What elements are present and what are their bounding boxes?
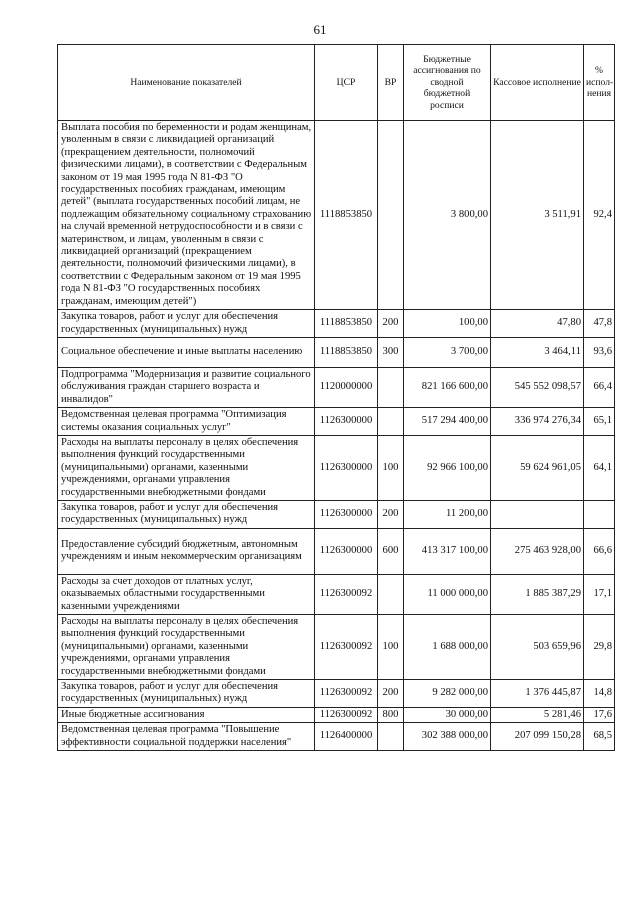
row-budget: 3 800,00 (404, 121, 491, 310)
row-pct: 64,1 (584, 435, 615, 500)
row-vr (378, 121, 404, 310)
table-row (58, 707, 615, 722)
row-budget: 3 700,00 (404, 337, 491, 367)
header-budget: Бюджетные ассигнования по сводной бюджетной росписи (404, 45, 491, 121)
row-vr (378, 367, 404, 407)
row-cash: 47,80 (491, 310, 584, 338)
header-row (58, 45, 615, 121)
row-csr: 1126300092 (315, 680, 378, 708)
row-vr: 200 (378, 680, 404, 708)
row-budget: 30 000,00 (404, 707, 491, 722)
row-cash: 3 511,91 (491, 121, 584, 310)
header-cash: Кассовое исполнение (491, 45, 584, 121)
row-budget: 821 166 600,00 (404, 367, 491, 407)
row-name: Закупка товаров, работ и услуг для обеспечения государственных (муниципальных) нужд (58, 310, 315, 338)
row-csr: 1126300092 (315, 707, 378, 722)
table-row (58, 615, 615, 680)
row-pct: 92,4 (584, 121, 615, 310)
row-cash: 503 659,96 (491, 615, 584, 680)
row-name: Социальное обеспечение и иные выплаты населению (58, 337, 315, 367)
row-cash: 59 624 961,05 (491, 435, 584, 500)
row-csr: 1126300000 (315, 528, 378, 574)
row-name: Выплата пособия по беременности и родам женщинам, уволенным в связи с ликвидацией организаций (прекращением деятельности, полномочий физическими лицами), в соответствии с Федеральным законом от 19 мая 1995 года N 81-ФЗ "О государственных пособиях гражданам, имеющим детей" (выплата государственных пособий лицам, не подлежащим обязательному социальному страхованию на случай временной нетрудоспособности и в связи с материнством, и лицам, уволенным в связи с ликвидацией организаций (прекращением деятельности, полномочий физическими лицами), в соответствии с Федеральным законом от 19 мая 1995 года N 81-ФЗ "О государственных пособиях гражданам, имеющим детей") (58, 121, 315, 310)
row-name: Подпрограмма "Модернизация и развитие социального обслуживания граждан старшего возраста и инвалидов" (58, 367, 315, 407)
row-cash: 1 376 445,87 (491, 680, 584, 708)
table-row (58, 310, 615, 338)
table-row (58, 367, 615, 407)
row-vr: 200 (378, 310, 404, 338)
row-vr (378, 723, 404, 751)
row-csr: 1118853850 (315, 121, 378, 310)
row-vr: 100 (378, 615, 404, 680)
row-vr: 100 (378, 435, 404, 500)
row-vr (378, 408, 404, 436)
header-pct: % испол-нения (584, 45, 615, 121)
row-csr: 1126400000 (315, 723, 378, 751)
table-row (58, 408, 615, 436)
row-budget: 413 317 100,00 (404, 528, 491, 574)
row-cash: 275 463 928,00 (491, 528, 584, 574)
row-cash: 1 885 387,29 (491, 574, 584, 614)
page-number: 61 (313, 22, 327, 37)
row-name: Ведомственная целевая программа "Оптимизация системы оказания социальных услуг" (58, 408, 315, 436)
row-csr: 1126300000 (315, 408, 378, 436)
table-row (58, 337, 615, 367)
row-cash: 336 974 276,34 (491, 408, 584, 436)
row-csr: 1126300000 (315, 435, 378, 500)
row-vr: 600 (378, 528, 404, 574)
row-csr: 1118853850 (315, 310, 378, 338)
row-pct: 17,1 (584, 574, 615, 614)
row-pct: 68,5 (584, 723, 615, 751)
table-row (58, 435, 615, 500)
row-pct (584, 500, 615, 528)
row-name: Предоставление субсидий бюджетным, автономным учреждениям и иным некоммерческим организациям (58, 528, 315, 574)
row-cash (491, 500, 584, 528)
row-cash: 3 464,11 (491, 337, 584, 367)
table-row (58, 528, 615, 574)
table-row (58, 121, 615, 310)
budget-execution-table (57, 44, 615, 751)
header-name: Наименование показателей (58, 45, 315, 121)
row-name: Расходы на выплаты персоналу в целях обеспечения выполнения функций государственными (муниципальными) органами, казенными учреждениями, органами управления государственными внебюджетными фондами (58, 615, 315, 680)
row-name: Закупка товаров, работ и услуг для обеспечения государственных (муниципальных) нужд (58, 500, 315, 528)
row-budget: 92 966 100,00 (404, 435, 491, 500)
row-budget: 9 282 000,00 (404, 680, 491, 708)
row-cash: 545 552 098,57 (491, 367, 584, 407)
row-cash: 5 281,46 (491, 707, 584, 722)
table-row (58, 500, 615, 528)
table-row (58, 723, 615, 751)
row-vr: 800 (378, 707, 404, 722)
row-name: Иные бюджетные ассигнования (58, 707, 315, 722)
row-name: Закупка товаров, работ и услуг для обеспечения государственных (муниципальных) нужд (58, 680, 315, 708)
row-pct: 14,8 (584, 680, 615, 708)
row-pct: 47,8 (584, 310, 615, 338)
header-vr: ВР (378, 45, 404, 121)
row-budget: 11 200,00 (404, 500, 491, 528)
row-name: Ведомственная целевая программа "Повышение эффективности социальной поддержки населения" (58, 723, 315, 751)
row-budget: 11 000 000,00 (404, 574, 491, 614)
row-budget: 100,00 (404, 310, 491, 338)
row-pct: 65,1 (584, 408, 615, 436)
row-csr: 1126300092 (315, 574, 378, 614)
row-pct: 93,6 (584, 337, 615, 367)
header-csr: ЦСР (315, 45, 378, 121)
row-csr: 1118853850 (315, 337, 378, 367)
row-csr: 1126300092 (315, 615, 378, 680)
row-vr: 300 (378, 337, 404, 367)
table-row (58, 574, 615, 614)
row-csr: 1120000000 (315, 367, 378, 407)
row-pct: 66,4 (584, 367, 615, 407)
row-vr: 200 (378, 500, 404, 528)
row-budget: 1 688 000,00 (404, 615, 491, 680)
table-row (58, 680, 615, 708)
row-pct: 17,6 (584, 707, 615, 722)
row-cash: 207 099 150,28 (491, 723, 584, 751)
row-pct: 66,6 (584, 528, 615, 574)
row-budget: 302 388 000,00 (404, 723, 491, 751)
row-name: Расходы на выплаты персоналу в целях обеспечения выполнения функций государственными (муниципальными) органами, казенными учреждениями, органами управления государственными внебюджетными фондами (58, 435, 315, 500)
row-pct: 29,8 (584, 615, 615, 680)
row-vr (378, 574, 404, 614)
row-csr: 1126300000 (315, 500, 378, 528)
row-name: Расходы за счет доходов от платных услуг, оказываемых областными государственными казенными учреждениями (58, 574, 315, 614)
row-budget: 517 294 400,00 (404, 408, 491, 436)
